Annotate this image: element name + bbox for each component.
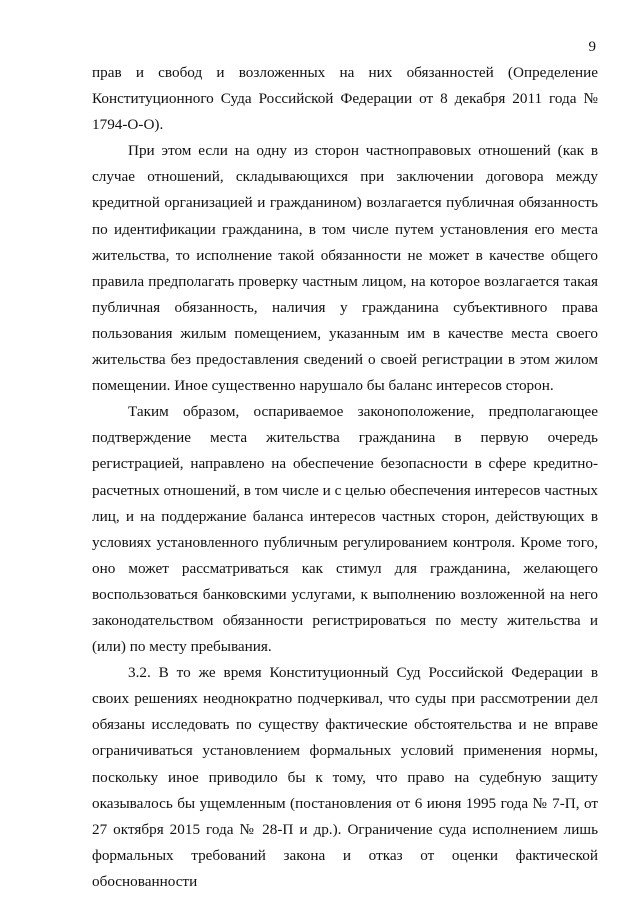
document-body: [92, 60, 598, 895]
page-number: 9: [588, 39, 596, 55]
paragraph-4: 3.2. В то же время Конституционный Суд Российской Федерации в своих решениях неоднократно подчеркивал, что суды при рассмотрении дел обязаны исследовать по существу фактические обстоятельства и не вправе ограничиваться установлением формальных условий применения нормы, поскольку иное приводило бы к тому, что право на судебную защиту оказывалось бы ущемленным (постановления от 6 июня 1995 года № 7-П, от 27 октября 2015 года № 28-П и др.). Ограничение суда исполнением лишь формальных требований закона и отказ от оценки фактической обоснованности: [92, 664, 598, 890]
paragraph-3: Таким образом, оспариваемое законоположение, предполагающее подтверждение места жительства гражданина в первую очередь регистрацией, направлено на обеспечение безопасности в сфере кредитно-расчетных отношений, в том числе и с целью обеспечения интересов частных лиц, и на поддержание баланса интересов частных сторон, действующих в условиях установленного публичным регулированием контроля. Кроме того, оно может рассматриваться как стимул для гражданина, желающего воспользоваться банковскими услугами, к выполнению возложенной на него законодательством обязанности регистрироваться по месту жительства и (или) по месту пребывания.: [92, 403, 598, 656]
paragraph-1: прав и свобод и возложенных на них обязанностей (Определение Конституционного Суда Российской Федерации от 8 декабря 2011 года № 1794-О-О).: [92, 64, 598, 134]
paragraph-2: При этом если на одну из сторон частноправовых отношений (как в случае отношений, складывающихся при заключении договора между кредитной организацией и гражданином) возлагается публичная обязанность по идентификации гражданина, в том числе путем установления его места жительства, то исполнение такой обязанности не может в качестве общего правила предполагать проверку частным лицом, на которое возлагается такая публичная обязанность, наличия у гражданина субъективного права пользования жилым помещением, указанным им в качестве места своего жительства без предоставления сведений о своей регистрации в этом жилом помещении. Иное существенно нарушало бы баланс интересов сторон.: [92, 142, 598, 395]
